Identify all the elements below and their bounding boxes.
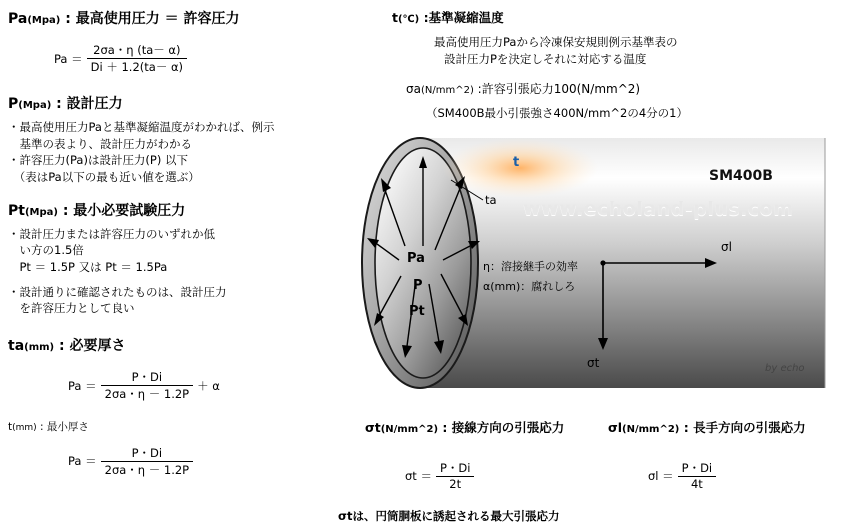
- pa-formula-numerator: 2σa・η (ta－ α): [93, 43, 181, 57]
- t-symbol: t: [8, 421, 13, 434]
- sigma-l-formula-denominator: 4t: [678, 476, 717, 491]
- sigma-l-block: [608, 418, 858, 491]
- p-heading-text: : 設計圧力: [51, 96, 123, 112]
- t-heading: [8, 420, 338, 435]
- sigma-l-unit: (N/mm^2): [622, 424, 680, 435]
- p-line: 基準の表より、設計圧力がわかる: [8, 136, 192, 151]
- pt-line: ・設計圧力または許容圧力のいずれか低: [8, 226, 215, 241]
- pa-heading: [8, 8, 338, 28]
- sigma-t-heading-text: : 接線方向の引張応力: [438, 420, 565, 435]
- sigma-t-label: σt: [587, 356, 600, 370]
- sigma-a-unit: (N/mm^2): [420, 85, 474, 97]
- t-heading-text: : 最小厚さ: [36, 421, 89, 434]
- pa-symbol: Pa: [8, 11, 28, 27]
- pt-line: を許容圧力として良い: [8, 301, 135, 316]
- pa-formula-denominator: Di ＋ 1.2(ta－ α): [87, 58, 187, 75]
- pt-heading-text: : 最小必要試験圧力: [57, 202, 186, 219]
- sigma-t-note: σtは、円筒胴板に誘起される最大引張応力: [338, 509, 560, 523]
- pt-line: ・設計通りに確認されたものは、設計圧力: [8, 284, 227, 299]
- sigma-l-formula-numerator: P・Di: [681, 461, 713, 475]
- t-formula-lhs: Pa ＝: [68, 454, 97, 469]
- material-label: SM400B: [709, 168, 773, 184]
- temp-heading: [392, 8, 852, 26]
- t-formula-denominator: 2σa・η － 1.2P: [101, 461, 193, 478]
- sigma-t-formula-numerator: P・Di: [439, 461, 471, 475]
- sigma-a-heading-text: :許容引張応力100(N/mm^2): [473, 82, 641, 97]
- temperature-label: t: [513, 155, 520, 170]
- ta-formula-numerator: P・Di: [131, 370, 163, 385]
- temp-description: [434, 34, 852, 67]
- p-unit: (Mpa): [18, 100, 52, 111]
- sigma-t-unit: (N/mm^2): [380, 424, 439, 435]
- pa-heading-text: : 最高使用圧力 ＝ 許容圧力: [60, 11, 240, 27]
- p-symbol: P: [8, 96, 19, 112]
- pa-formula: [54, 42, 338, 75]
- temp-line: 設計圧力Pを決定しそれに対応する温度: [444, 51, 647, 66]
- p-line: ・許容圧力(Pa)は設計圧力(P) 以下: [8, 153, 189, 168]
- ta-unit: (mm): [24, 342, 55, 354]
- ta-formula-tail: ＋ α: [197, 378, 220, 393]
- pa-unit: (Mpa): [27, 15, 61, 26]
- alpha-note: α(mm)：腐れしろ: [483, 280, 576, 293]
- temp-symbol: t: [392, 10, 398, 25]
- sigma-t-heading: [365, 418, 605, 436]
- stress-origin-dot: [600, 260, 605, 265]
- pt-spacer: [8, 276, 338, 284]
- sigma-l-heading-text: : 長手方向の引張応力: [679, 420, 806, 435]
- ta-formula: [68, 369, 338, 402]
- ta-symbol: ta: [8, 338, 25, 355]
- sigma-t-formula-denominator: 2t: [436, 476, 475, 491]
- pt-symbol: Pt: [8, 202, 25, 219]
- sigma-l-symbol: σl: [608, 420, 623, 435]
- pt-unit: (Mpa): [24, 206, 58, 218]
- temp-heading-text: :基準凝縮温度: [419, 10, 504, 25]
- pt-line: Pt ＝ 1.5P 又は Pt ＝ 1.5Pa: [8, 260, 168, 275]
- p-callout: P: [413, 278, 423, 293]
- p-heading: [8, 93, 338, 113]
- pa-formula-lhs: Pa ＝: [54, 51, 83, 66]
- eta-note: η：溶接継手の効率: [483, 260, 578, 273]
- pa-callout: Pa: [407, 251, 425, 266]
- sigma-t-formula-lhs: σt ＝: [405, 468, 432, 483]
- sigma-t-symbol: σt: [365, 420, 381, 435]
- temp-unit: (℃): [397, 14, 420, 25]
- t-formula: [68, 445, 338, 478]
- p-line: ・最高使用圧力Paと基準凝縮温度がわかれば、例示: [8, 120, 275, 134]
- top-right-column: [392, 8, 852, 122]
- p-description: [8, 119, 338, 186]
- cylinder-diagram: [355, 118, 860, 408]
- sigma-t-formula: [405, 460, 605, 491]
- ta-callout: ta: [485, 193, 497, 207]
- sigma-t-block: [365, 418, 605, 491]
- sigma-a-symbol: σa: [406, 82, 421, 97]
- ta-formula-denominator: 2σa・η － 1.2P: [101, 385, 193, 402]
- sigma-a-note: （SM400B最小引張強さ400N/mm^2の4分の1）: [426, 105, 688, 120]
- sigma-l-label: σl: [721, 240, 732, 254]
- ta-heading-text: : 必要厚さ: [54, 338, 126, 355]
- left-column: [8, 8, 338, 478]
- p-line: （表はPa以下の最も近い値を選ぶ）: [8, 170, 200, 185]
- temp-line: 最高使用圧力Paから冷凍保安規則例示基準表の: [434, 35, 678, 49]
- pt-description: [8, 226, 338, 317]
- ta-formula-lhs: Pa ＝: [68, 378, 97, 393]
- sigma-l-formula: [648, 460, 858, 491]
- pt-callout: Pt: [409, 304, 425, 319]
- sigma-l-formula-lhs: σl ＝: [648, 468, 674, 483]
- pt-heading: [8, 200, 338, 220]
- sigma-a-heading: [406, 81, 852, 99]
- t-formula-numerator: P・Di: [131, 445, 163, 460]
- t-unit: (mm): [12, 423, 37, 434]
- pt-line: い方の1.5倍: [8, 243, 84, 258]
- watermark: www.echoland-plus.com: [523, 198, 794, 220]
- ta-heading: [8, 335, 338, 355]
- sigma-l-heading: [608, 418, 858, 436]
- signature: by echo: [765, 363, 805, 374]
